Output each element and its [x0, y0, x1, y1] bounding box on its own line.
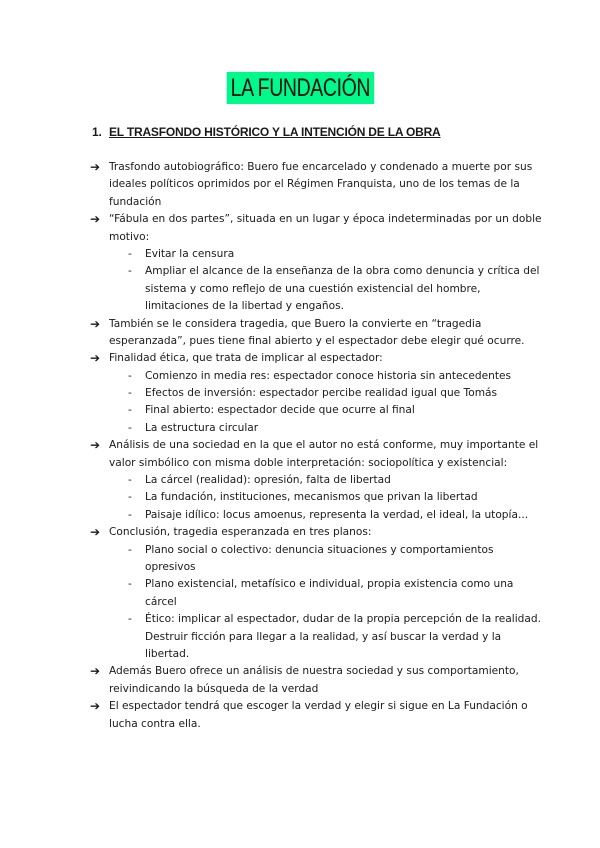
item-line [0, 229, 600, 246]
item-text: Trasfondo autobiográfico: Buero fue encarcelado y condenado a muerte por sus [109, 161, 533, 173]
dash-marker: - [128, 474, 132, 487]
sub-bullet-item [0, 420, 600, 437]
sub-bullet-item [0, 402, 600, 419]
item-line [0, 594, 600, 611]
dash-marker: - [128, 543, 132, 556]
item-text: cárcel [145, 595, 177, 608]
bullet-item [0, 211, 600, 246]
item-line [0, 176, 600, 193]
bullet-item [0, 350, 600, 367]
dash-marker: - [128, 578, 132, 591]
item-text: Ampliar el alcance de la enseñanza de la obra como denuncia y crítica del [145, 265, 540, 278]
document-title: LA FUNDACIÓN [226, 72, 373, 104]
sub-bullet-item [0, 385, 600, 402]
item-line [0, 576, 600, 593]
item-text: reivindicando la búsqueda de la verdad [109, 682, 319, 695]
arrow-right-icon: ➔ [90, 664, 101, 679]
dash-marker: - [128, 613, 132, 626]
item-text: Ético: implicar al espectador, dudar de la propia percepción de la realidad. [145, 613, 541, 626]
item-line [0, 559, 600, 576]
arrow-right-icon: ➔ [90, 160, 101, 174]
item-line [0, 350, 600, 367]
arrow-right-icon: ➔ [90, 438, 101, 453]
item-text: La cárcel (realidad): opresión, falta de libertad [145, 474, 391, 487]
item-line [0, 263, 600, 280]
item-text: El espectador tendrá que escoger la verdad y elegir si sigue en La Fundación o [109, 700, 528, 713]
item-line [0, 281, 600, 298]
bullet-list [0, 159, 600, 733]
item-text: Además Buero ofrece un análisis de nuestra sociedad y sus comportamiento, [109, 665, 519, 678]
bullet-item [0, 698, 600, 733]
item-line [0, 716, 600, 733]
sub-bullet-item [0, 576, 600, 611]
item-line [0, 611, 600, 628]
item-text: También se le considera tragedia, que Buero la convierte en “tragedia [109, 317, 482, 330]
arrow-right-icon: ➔ [90, 316, 101, 331]
bullet-item [0, 663, 600, 698]
item-text: Comienzo in media res: espectador conoce historia sin antecedentes [145, 369, 512, 382]
item-text: motivo: [109, 230, 150, 243]
item-text: Finalidad ética, que trata de implicar al espectador: [109, 352, 383, 365]
dash-marker: - [128, 265, 132, 278]
dash-marker: - [128, 247, 132, 260]
arrow-right-icon: ➔ [90, 699, 101, 714]
sub-bullet-item [0, 246, 600, 263]
section-heading [92, 125, 441, 139]
item-line [0, 402, 600, 419]
item-text: esperanzada”, pues tiene final abierto y el espectador debe elegir qué ocurre. [109, 334, 525, 347]
item-line [0, 524, 600, 541]
item-line [0, 629, 600, 646]
dash-marker: - [128, 404, 132, 417]
item-line [0, 507, 600, 524]
item-text: libertad. [145, 647, 190, 660]
bullet-item [0, 437, 600, 472]
item-line [0, 681, 600, 698]
item-text: La estructura circular [145, 421, 259, 434]
item-text: sistema y como reflejo de una cuestión existencial del hombre, [145, 282, 481, 295]
item-text: La fundación, instituciones, mecanismos que privan la libertad [145, 491, 478, 504]
item-text: ideales políticos oprimidos por el Régimen Franquista, uno de los temas de la [109, 178, 520, 191]
item-text: Plano existencial, metafísico e individual, propia existencia como una [145, 578, 514, 591]
item-text: opresivos [145, 560, 196, 573]
sub-bullet-item [0, 542, 600, 577]
item-text: Plano social o colectivo: denuncia situaciones y comportamientos [145, 543, 494, 556]
item-line [0, 646, 600, 663]
item-line [0, 333, 600, 350]
item-line [0, 455, 600, 472]
item-text: Final abierto: espectador decide que ocurre al final [145, 404, 415, 417]
item-text: Paisaje idílico: locus amoenus, representa la verdad, el ideal, la utopía... [145, 508, 529, 521]
item-text: “Fábula en dos partes”, situada en un lugar y época indeterminadas por un doble [109, 213, 542, 226]
section-heading-text: EL TRASFONDO HISTÓRICO Y LA INTENCIÓN DE LA OBRA [109, 125, 441, 139]
dash-marker: - [128, 421, 132, 434]
sub-bullet-item [0, 611, 600, 663]
item-line [0, 663, 600, 680]
bullet-item [0, 316, 600, 351]
sub-bullet-item [0, 507, 600, 524]
item-text: Análisis de una sociedad en la que el autor no está conforme, muy importante el [109, 439, 539, 452]
item-line [0, 437, 600, 454]
item-text: fundación [109, 195, 162, 208]
item-line [0, 368, 600, 385]
sub-bullet-item [0, 472, 600, 489]
arrow-right-icon: ➔ [90, 525, 101, 540]
item-line [0, 316, 600, 333]
item-line [0, 542, 600, 559]
item-line [0, 211, 600, 228]
dash-marker: - [128, 491, 132, 504]
item-line [0, 385, 600, 402]
dash-marker: - [128, 387, 132, 400]
item-line [0, 246, 600, 263]
item-line [0, 489, 600, 506]
item-line [0, 298, 600, 315]
dash-marker: - [128, 508, 132, 521]
item-line [0, 159, 600, 176]
item-text: Evitar la censura [145, 247, 235, 260]
item-line [0, 472, 600, 489]
arrow-right-icon: ➔ [90, 351, 101, 366]
item-text: valor simbólico con misma doble interpretación: sociopolítica y existencial: [109, 456, 508, 469]
bullet-item [0, 159, 600, 211]
bullet-item [0, 524, 600, 541]
item-text: Destruir ficción para llegar a la realidad, y así buscar la verdad y la [145, 630, 502, 643]
title-container [0, 72, 600, 104]
sub-bullet-item [0, 368, 600, 385]
item-line [0, 194, 600, 211]
item-text: limitaciones de la libertad y engaños. [145, 300, 344, 313]
item-line [0, 698, 600, 715]
sub-bullet-item [0, 263, 600, 315]
item-text: Conclusión, tragedia esperanzada en tres planos: [109, 526, 372, 539]
item-line [0, 420, 600, 437]
section-number: 1. [92, 125, 102, 139]
item-text: lucha contra ella. [109, 717, 201, 730]
dash-marker: - [128, 369, 132, 382]
item-text: Efectos de inversión: espectador percibe realidad igual que Tomás [145, 387, 498, 400]
arrow-right-icon: ➔ [90, 212, 101, 227]
sub-bullet-item [0, 489, 600, 506]
